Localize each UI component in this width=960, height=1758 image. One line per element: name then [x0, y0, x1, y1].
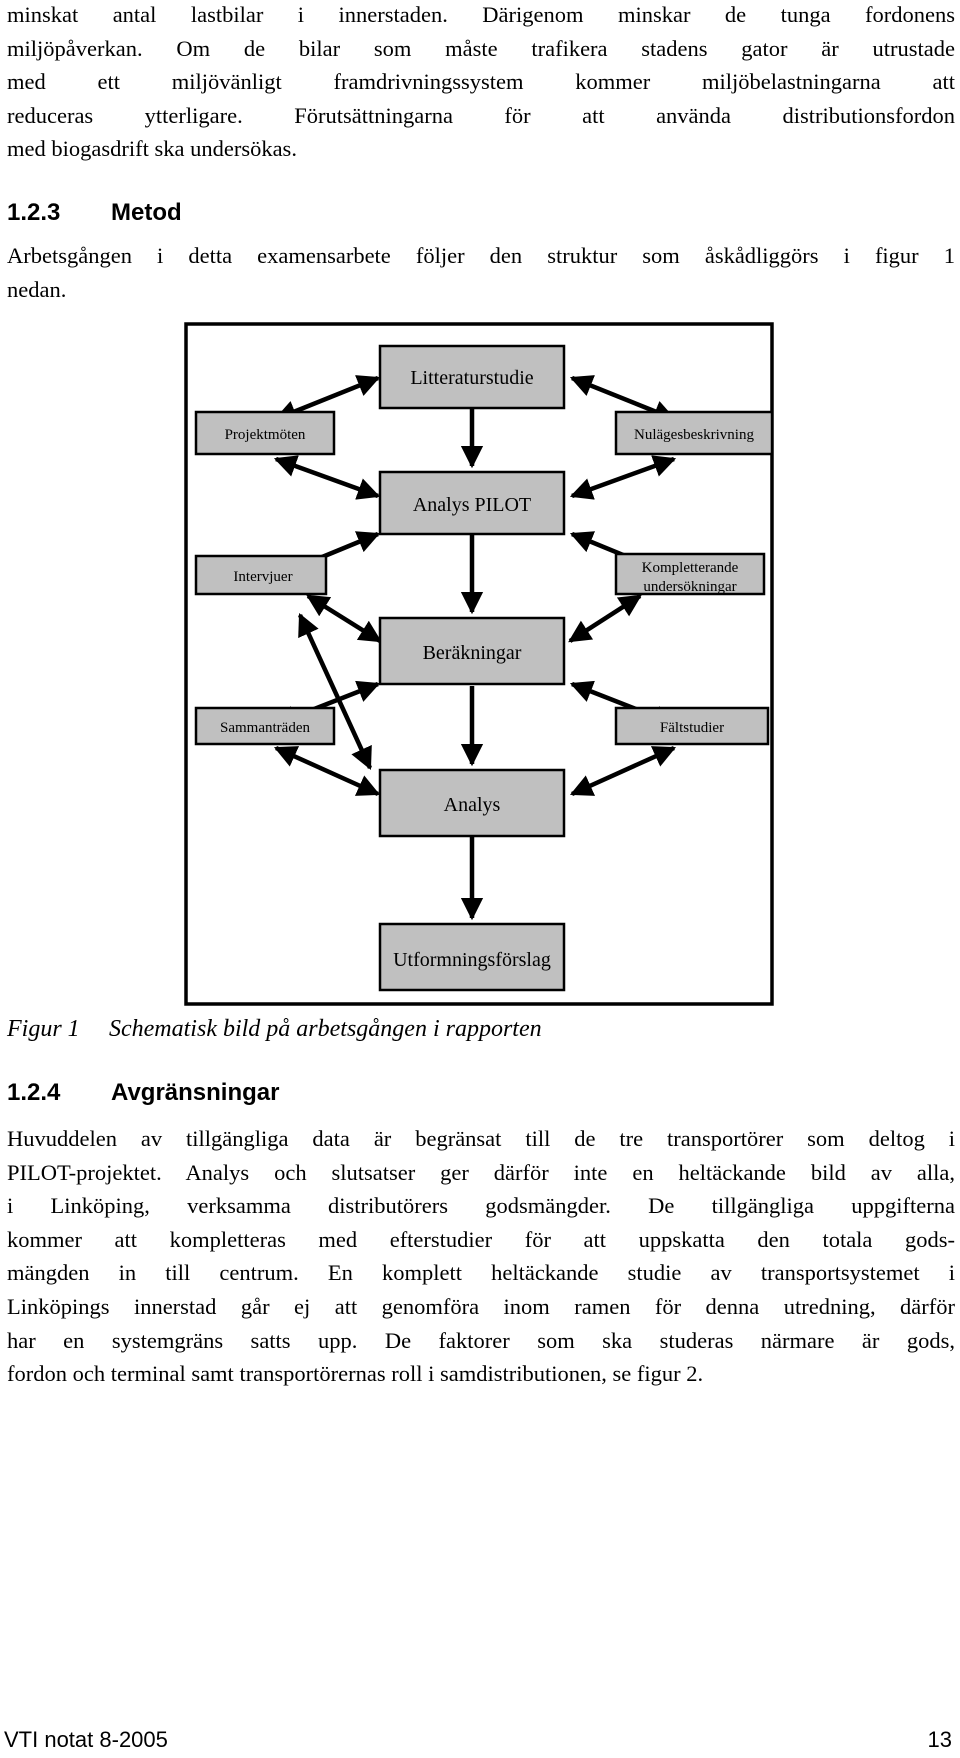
avgr-line-8: fordon och terminal samt transportörernas roll i samdistributionen, se figur 2.: [7, 1361, 704, 1387]
intro-line-4: reduceras ytterligare. Förutsättningarna för att använda distributionsfordon: [7, 102, 955, 128]
label-analys-pilot: Analys PILOT: [412, 494, 532, 516]
intro-line-2: miljöpåverkan. Om de bilar som måste trafikera stadens gator är utrustade: [7, 35, 955, 61]
avgr-line-3: i Linköping, verksamma distributörers godsmängder. De tillgängliga uppgifterna: [7, 1193, 955, 1219]
avgr-line-2: PILOT-projektet. Analys och slutsatser ger därför inte en heltäckande bild av alla,: [7, 1159, 955, 1185]
section-number: 1.2.4: [7, 1079, 61, 1106]
section-title: Metod: [111, 199, 182, 226]
label-faltstudier: Fältstudier: [659, 720, 725, 736]
section-title: Avgränsningar: [111, 1079, 280, 1106]
label-litteraturstudie: Litteraturstudie: [410, 367, 534, 389]
footer-publication: VTI notat 8-2005: [4, 1727, 168, 1752]
caption-label: Figur 1: [7, 1016, 80, 1042]
label-intervjuer: Intervjuer: [233, 569, 293, 585]
label-berakningar: Beräkningar: [422, 642, 522, 664]
label-projektmoten: Projektmöten: [224, 427, 306, 443]
figure-caption: [7, 1014, 542, 1044]
caption-text: Schematisk bild på arbetsgången i rapporten: [109, 1016, 542, 1042]
intro-line-3: med ett miljövänligt framdrivningssystem kommer miljöbelastningarna att: [7, 69, 955, 95]
metod-line-1: Arbetsgången i detta examensarbete följer den struktur som åskådliggörs i figur 1: [7, 243, 955, 268]
avgr-line-4: kommer att kompletteras med efterstudier för att uppskatta den totala gods-: [7, 1226, 955, 1252]
label-sammantraden: Sammanträden: [220, 720, 310, 736]
label-analys: Analys: [443, 794, 501, 816]
metod-line-2: nedan.: [7, 276, 67, 302]
intro-line-1: minskat antal lastbilar i innerstaden. Därigenom minskar de tunga fordonens: [7, 2, 955, 27]
label-kompletterande-2: undersökningar: [643, 579, 737, 595]
intro-line-5: med biogasdrift ska undersökas.: [7, 136, 297, 162]
section-heading-avgransningar: [7, 1078, 279, 1108]
avgr-line-6: Linköpings innerstad går ej att genomföra inom ramen för denna utredning, därför: [7, 1293, 955, 1319]
label-utformningsforslag: Utformningsförslag: [393, 949, 551, 971]
footer-page-number: 13: [927, 1727, 952, 1752]
avgransningar-paragraph: [7, 1122, 955, 1391]
avgr-line-7: har en systemgräns satts upp. De faktorer som ska studeras närmare är gods,: [7, 1327, 955, 1353]
label-kompletterande-1: Kompletterande: [641, 560, 739, 576]
avgr-line-1: Huvuddelen av tillgängliga data är begränsat till de tre transportörer som deltog i: [7, 1126, 955, 1151]
label-nulagesbeskrivning: Nulägesbeskrivning: [634, 427, 754, 443]
section-number: 1.2.3: [7, 199, 61, 226]
avgr-line-5: mängden in till centrum. En komplett heltäckande studie av transportsystemet i: [7, 1260, 955, 1286]
